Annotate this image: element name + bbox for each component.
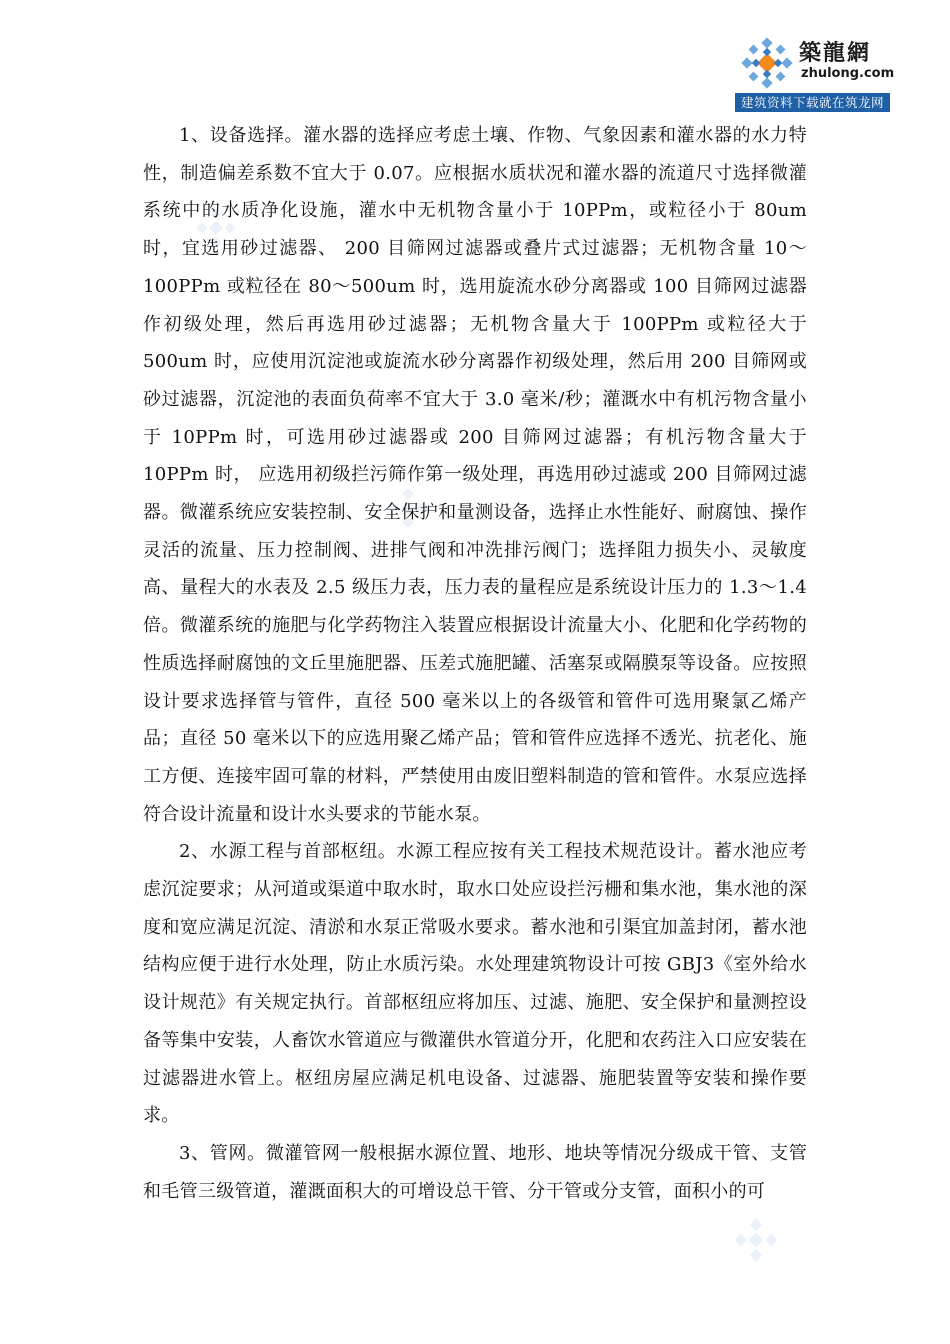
watermark-snowflake-icon	[734, 1218, 778, 1262]
logo-header	[735, 32, 895, 92]
paragraph-pipe-network: 3、管网。微灌管网一般根据水源位置、地形、地块等情况分级成干管、支管和毛管三级管道，灌溉面积大的可增设总干管、分干管或分支管，面积小的可	[143, 1142, 807, 1202]
snowflake-logo-icon	[739, 35, 795, 91]
logo-name: 築龍網	[799, 40, 872, 66]
logo-tagline: 建筑资料下载就在筑龙网	[735, 93, 890, 112]
logo-url: zhulong.com	[801, 66, 895, 81]
site-logo[interactable]	[735, 32, 895, 112]
document-body	[143, 117, 807, 1210]
paragraph-water-source: 2、水源工程与首部枢纽。水源工程应按有关工程技术规范设计。蓄水池应考虑沉淀要求；从河道或渠道中取水时，取水口处应设拦污栅和集水池，集水池的深度和宽应满足沉淀、清淤和水泵正常吸水要求。蓄水池和引渠宜加盖封闭，蓄水池结构应便于进行水处理，防止水质污染。水处理建筑物设计可按 GBJ3《室外给水设计规范》有关规定执行。首部枢纽应将加压、过滤、施肥、安全保护和量测控设备等集中安装，人畜饮水管道应与微灌供水管道分开，化肥和农药注入口应安装在过滤器进水管上。枢纽房屋应满足机电设备、过滤器、施肥装置等安装和操作要求。	[143, 841, 807, 1127]
paragraph-equipment-selection: 1、设备选择。灌水器的选择应考虑土壤、作物、气象因素和灌水器的水力特性，制造偏差系数不宜大于 0.07。应根据水质状况和灌水器的流道尺寸选择微灌系统中的水质净化设施，灌水中无机物含量小于 10PPm，或粒径小于 80um 时，宜选用砂过滤器、 200 目筛网过滤器或叠片式过滤器；无机物含量 10～100PPm 或粒径在 80～500um 时，选用旋流水砂分离器或 100 目筛网过滤器作初级处理，然后再选用砂过滤器；无机物含量大于 100PPm 或粒径大于 500um 时，应使用沉淀池或旋流水砂分离器作初级处理，然后用 200 目筛网或砂过滤器，沉淀池的表面负荷率不宜大于 3.0 毫米/秒；灌溉水中有机污物含量小于 10PPm 时，可选用砂过滤器或 200 目筛网过滤器；有机污物含量大于 10PPm 时， 应选用初级拦污筛作第一级处理，再选用砂过滤或 200 目筛网过滤器。微灌系统应安装控制、安全保护和量测设备，选择止水性能好、耐腐蚀、操作灵活的流量、压力控制阀、进排气阀和冲洗排污阀门；选择阻力损失小、灵敏度高、量程大的水表及 2.5 级压力表，压力表的量程应是系统设计压力的 1.3～1.4 倍。微灌系统的施肥与化学药物注入装置应根据设计流量大小、化肥和化学药物的性质选择耐腐蚀的文丘里施肥器、压差式施肥罐、活塞泵或隔膜泵等设备。应按照设计要求选择管与管件，直径 500 毫米以上的各级管和管件可选用聚氯乙烯产品；直径 50 毫米以下的应选用聚乙烯产品；管和管件应选择不透光、抗老化、施工方便、连接牢固可靠的材料，严禁使用由废旧塑料制造的管和管件。水泵应选择符合设计流量和设计水头要求的节能水泵。	[143, 125, 807, 825]
